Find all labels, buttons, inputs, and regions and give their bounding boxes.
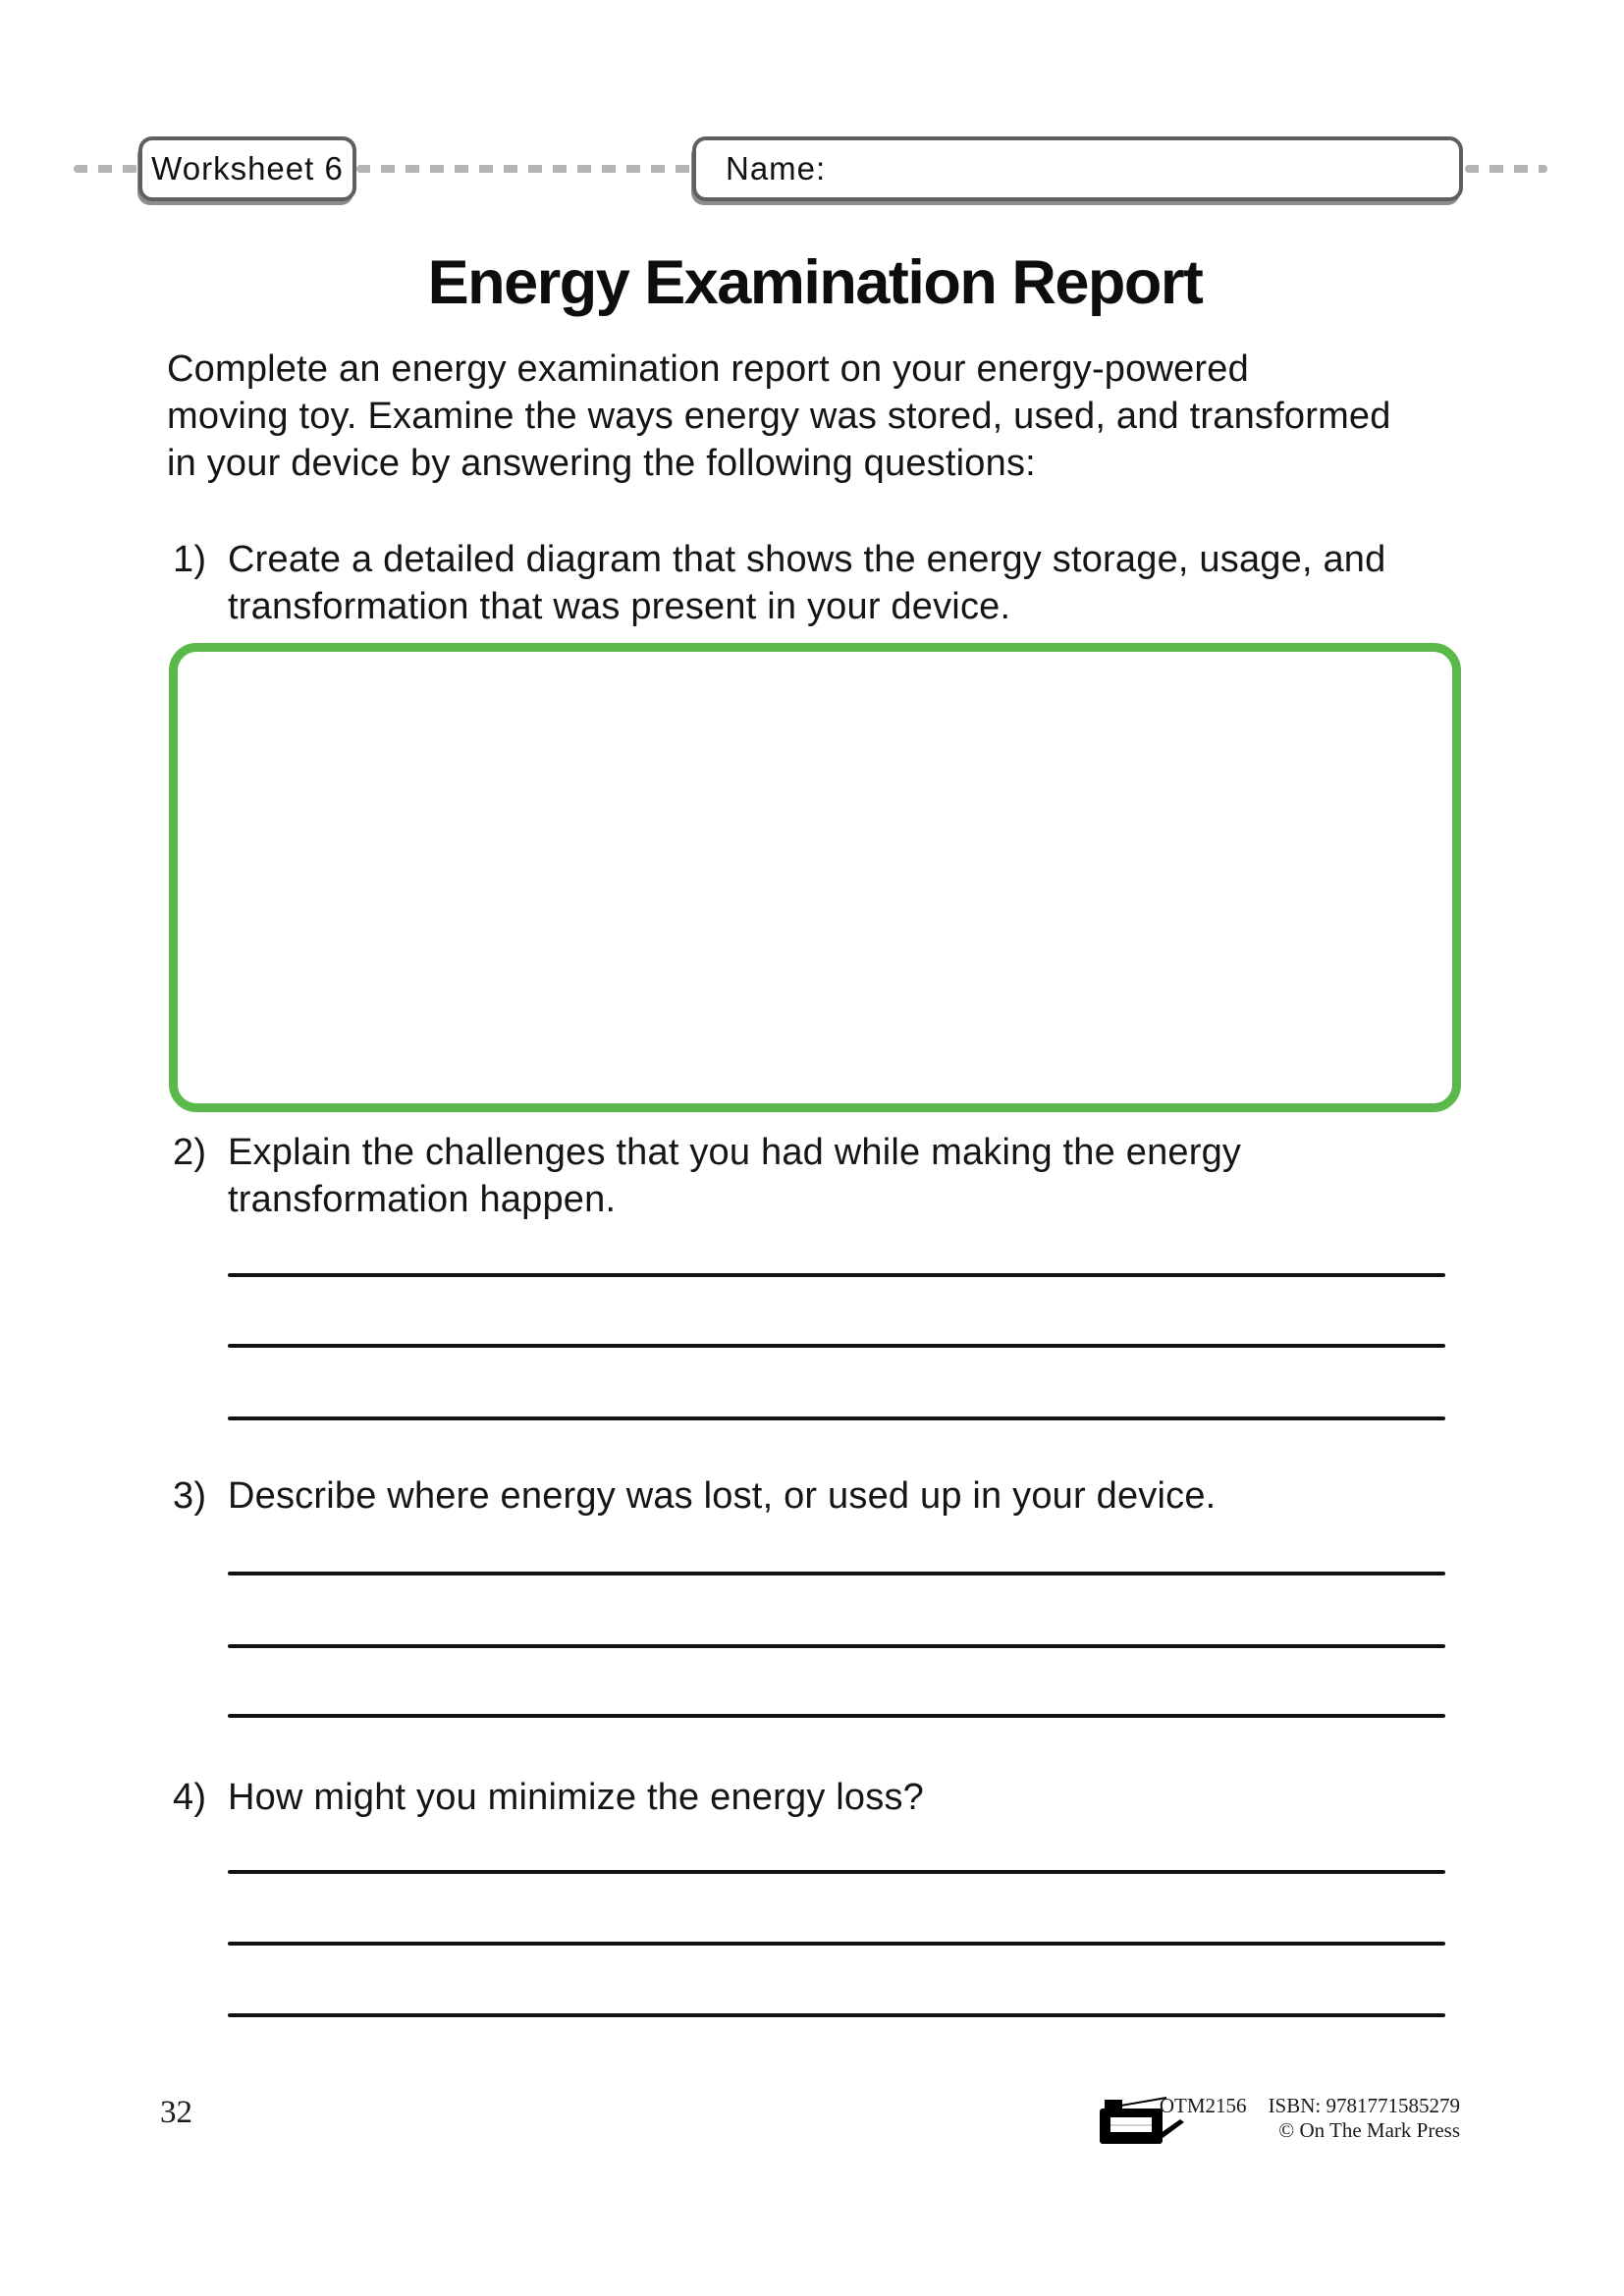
- answer-line-q2-2[interactable]: [228, 1344, 1445, 1348]
- answer-line-q4-1[interactable]: [228, 1870, 1445, 1874]
- question-1-number: 1): [173, 539, 207, 580]
- answer-line-q4-2[interactable]: [228, 1942, 1445, 1946]
- intro-line: Complete an energy examination report on your energy-powered: [167, 348, 1249, 390]
- diagram-drawing-box[interactable]: [169, 643, 1461, 1112]
- question-1-text: transformation that was present in your device.: [228, 586, 1011, 627]
- question-2-number: 2): [173, 1132, 207, 1173]
- question-1: [173, 536, 1385, 630]
- question-1-text: Create a detailed diagram that shows the energy storage, usage, and: [228, 539, 1386, 580]
- question-2-text: Explain the challenges that you had while making the energy: [228, 1132, 1242, 1173]
- dashed-line-left: [74, 165, 138, 173]
- publisher-info: [1160, 2094, 1460, 2143]
- question-3-number: 3): [173, 1475, 207, 1517]
- dashed-line-middle: [356, 165, 694, 173]
- copyright-text: © On The Mark Press: [1278, 2118, 1460, 2142]
- question-2-text: transformation happen.: [228, 1179, 617, 1220]
- intro-paragraph: [167, 346, 1391, 487]
- intro-line: moving toy. Examine the ways energy was stored, used, and transformed: [167, 396, 1391, 437]
- question-4-number: 4): [173, 1777, 207, 1818]
- answer-line-q2-3[interactable]: [228, 1416, 1445, 1420]
- question-2: [173, 1129, 1241, 1223]
- answer-line-q4-3[interactable]: [228, 2013, 1445, 2017]
- answer-line-q2-1[interactable]: [228, 1273, 1445, 1277]
- answer-line-q3-3[interactable]: [228, 1714, 1445, 1718]
- worksheet-number-label: Worksheet 6: [151, 150, 344, 187]
- dashed-line-right: [1465, 165, 1547, 173]
- page-title: Energy Examination Report: [427, 248, 1203, 317]
- product-code: OTM2156: [1159, 2094, 1247, 2117]
- worksheet-number-box: [138, 136, 356, 201]
- question-3: [173, 1472, 1216, 1520]
- answer-line-q3-2[interactable]: [228, 1644, 1445, 1648]
- intro-line: in your device by answering the following questions:: [167, 443, 1036, 484]
- question-4: [173, 1774, 924, 1821]
- page-number: 32: [160, 2095, 192, 2130]
- question-3-text: Describe where energy was lost, or used up in your device.: [228, 1475, 1217, 1517]
- name-label: Name:: [726, 150, 827, 187]
- isbn-text: ISBN: 9781771585279: [1268, 2094, 1460, 2117]
- name-input-area[interactable]: [692, 136, 1463, 201]
- question-4-text: How might you minimize the energy loss?: [228, 1777, 924, 1818]
- answer-line-q3-1[interactable]: [228, 1572, 1445, 1575]
